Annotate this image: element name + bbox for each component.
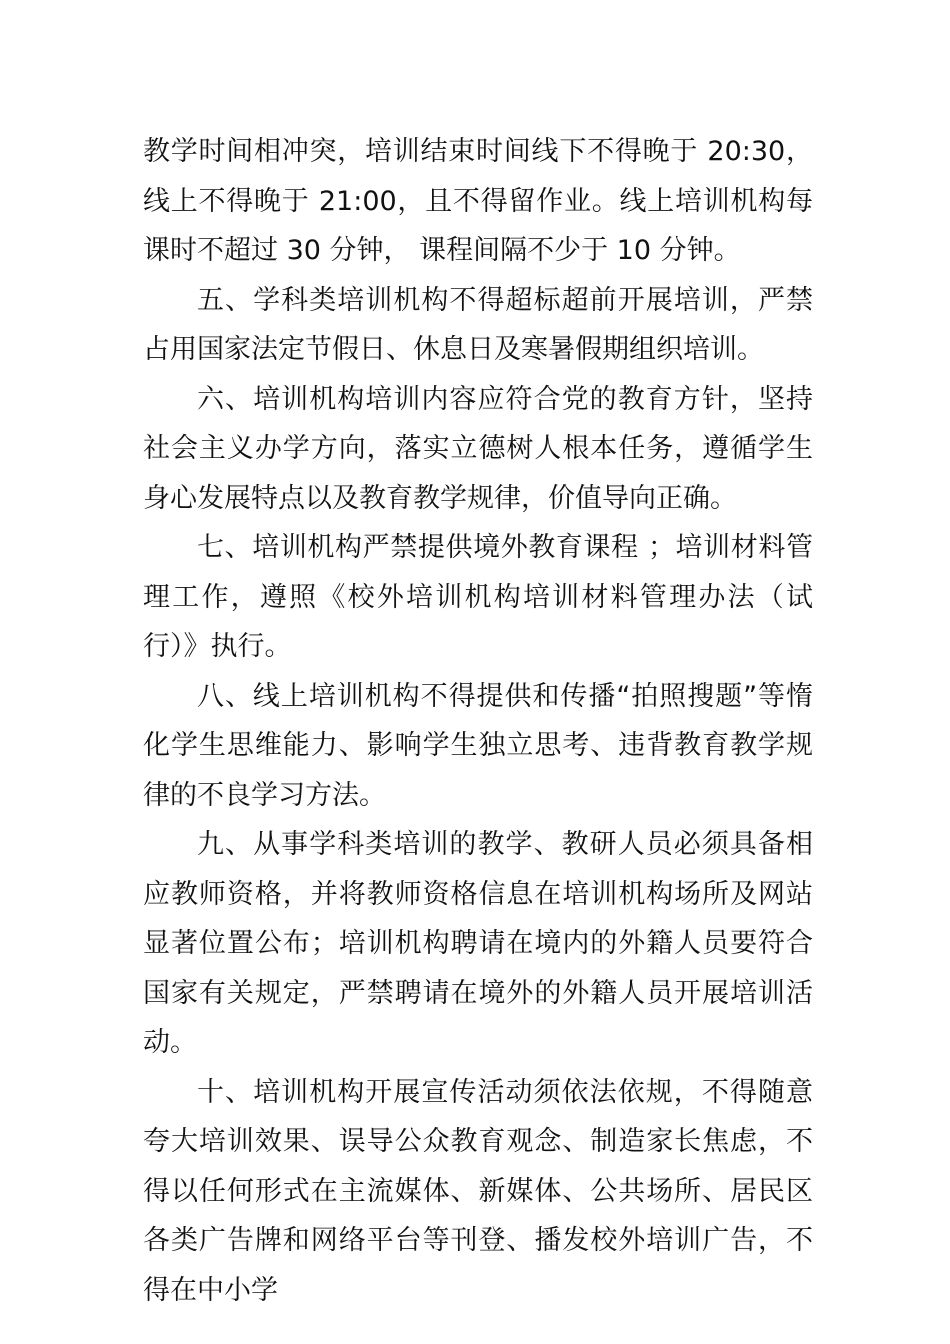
- paragraph-item-7: 七、培训机构严禁提供境外教育课程 ；培训材料管理工作，遵照《校外培训机构培训材料管理办法（试行）》执行。: [143, 532, 813, 662]
- document-body: [143, 127, 813, 1315]
- paragraph-item-6: 六、培训机构培训内容应符合党的教育方针，坚持社会主义办学方向，落实立德树人根本任务，遵循学生身心发展特点以及教育教学规律，价值导向正确。: [143, 383, 813, 514]
- paragraph-item-9: 九、从事学科类培训的教学、教研人员必须具备相应教师资格，并将教师资格信息在培训机构场所及网站显著位置公布；培训机构聘请在境内的外籍人员要符合国家有关规定，严禁聘请在境外的外籍人员开展培训活动。: [143, 829, 813, 1058]
- paragraph-item-8: 八、线上培训机构不得提供和传播“拍照搜题”等惰化学生思维能力、影响学生独立思考、违背教育教学规律的不良学习方法。: [143, 680, 813, 811]
- paragraph-continuation: 教学时间相冲突，培训结束时间线下不得晚于 20:30，线上不得晚于 21:00，且不得留作业。线上培训机构每课时不超过 30 分钟， 课程间隔不少于 10 分钟。: [143, 136, 813, 266]
- paragraph-item-5: 五、学科类培训机构不得超标超前开展培训，严禁占用国家法定节假日、休息日及寒暑假期组织培训。: [143, 284, 813, 365]
- paragraph-item-10: 十、培训机构开展宣传活动须依法依规，不得随意夸大培训效果、误导公众教育观念、制造家长焦虑，不得以任何形式在主流媒体、新媒体、公共场所、居民区各类广告牌和网络平台等刊登、播发校外培训广告，不得在中小学: [143, 1076, 813, 1306]
